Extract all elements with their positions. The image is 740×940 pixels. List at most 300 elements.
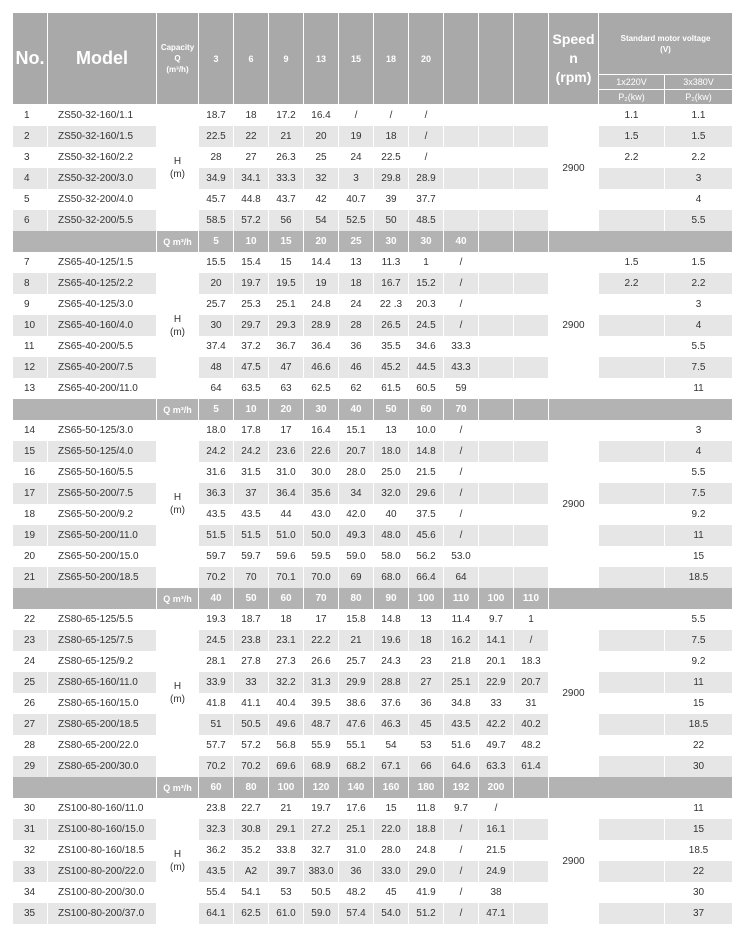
model-name: ZS80-65-200/18.5 [48,714,157,735]
head-value: / [444,294,479,315]
head-value: 53.0 [444,546,479,567]
head-value: 25.7 [339,651,374,672]
head-value [514,294,549,315]
table-row [13,357,733,378]
head-value: 70.2 [199,756,234,777]
separator-q-label: Q m³/h [157,231,199,252]
capacity-separator-row [13,231,733,252]
row-number: 17 [13,483,48,504]
q-header-6: 18 [374,13,409,105]
separator-q-value: 50 [234,588,269,609]
head-value: 37 [234,483,269,504]
head-value: 9.7 [479,609,514,630]
col-model-header: Model [48,13,157,105]
head-value: 45 [409,714,444,735]
separator-blank-right [549,231,733,252]
head-value: 23.1 [269,630,304,651]
model-name: ZS65-50-200/18.5 [48,567,157,588]
head-value: / [444,252,479,273]
head-value: 47.1 [479,903,514,924]
head-unit: (m) [170,326,185,338]
table-row [13,294,733,315]
row-number: 29 [13,756,48,777]
head-value: 58.5 [199,210,234,231]
head-value [514,357,549,378]
separator-q-value: 90 [374,588,409,609]
model-name: ZS65-50-160/5.5 [48,462,157,483]
head-value: 50.0 [304,525,339,546]
separator-q-value: 30 [409,231,444,252]
head-value: 27 [409,672,444,693]
power-3ph-value: 22 [665,735,733,756]
head-value: 64.1 [199,903,234,924]
head-value [444,168,479,189]
head-value [514,315,549,336]
row-number: 22 [13,609,48,630]
col-no-header: No. [13,13,48,105]
separator-q-value: 100 [479,588,514,609]
head-value: 31.5 [234,462,269,483]
power-1ph-value [599,294,665,315]
separator-blank-right [549,399,733,420]
head-value [479,378,514,399]
head-value: 17 [269,420,304,441]
separator-q-value [514,399,549,420]
head-value: / [409,126,444,147]
head-value: 40.2 [514,714,549,735]
head-value: 33.8 [269,840,304,861]
head-value: 44.5 [409,357,444,378]
table-row [13,651,733,672]
head-value: 25.1 [444,672,479,693]
power-1ph-value [599,609,665,630]
head-value: 51.0 [269,525,304,546]
head-value: 15 [374,798,409,819]
power-3ph-value: 5.5 [665,609,733,630]
head-value: 60.5 [409,378,444,399]
head-value: 16.7 [374,273,409,294]
head-value: 15.4 [234,252,269,273]
head-value: 23.8 [234,630,269,651]
model-name: ZS80-65-200/22.0 [48,735,157,756]
model-name: ZS80-65-125/5.5 [48,609,157,630]
power-1ph-value [599,546,665,567]
power-3ph-value: 37 [665,903,733,924]
head-value: 37.2 [234,336,269,357]
head-value: 35.5 [374,336,409,357]
head-value: 62 [339,378,374,399]
head-value: 26.6 [304,651,339,672]
head-value: 19.7 [234,273,269,294]
head-value [514,189,549,210]
model-name: ZS65-40-160/4.0 [48,315,157,336]
power-3ph-value: 11 [665,672,733,693]
row-number: 1 [13,105,48,126]
row-number: 19 [13,525,48,546]
head-value: 18.3 [514,651,549,672]
head-value [479,126,514,147]
row-number: 31 [13,819,48,840]
power-1ph-value [599,903,665,924]
head-value [514,840,549,861]
power-3ph-value: 30 [665,882,733,903]
model-name: ZS100-80-200/30.0 [48,882,157,903]
row-number: 16 [13,462,48,483]
head-value: 24.2 [234,441,269,462]
head-value: 33.0 [374,861,409,882]
power-3ph-value: 1.1 [665,105,733,126]
head-value: 37.7 [409,189,444,210]
head-value [514,168,549,189]
q-header-4: 13 [304,13,339,105]
head-value: 23 [409,651,444,672]
head-value: 19 [339,126,374,147]
separator-q-value: 100 [269,777,304,798]
head-value: 24.3 [374,651,409,672]
head-value: 53 [269,882,304,903]
power-1ph-value [599,315,665,336]
separator-q-value: 5 [199,231,234,252]
head-value: 51.6 [444,735,479,756]
separator-q-value: 110 [514,588,549,609]
separator-q-value: 110 [444,588,479,609]
head-value: 28 [339,315,374,336]
head-value: 26.3 [269,147,304,168]
head-value: 45 [374,882,409,903]
head-value: 24.9 [479,861,514,882]
head-value [444,210,479,231]
head-value: 21.8 [444,651,479,672]
head-value [479,315,514,336]
head-value: 383.0 [304,861,339,882]
row-number: 26 [13,693,48,714]
voltage-title: Standard motor voltage [620,33,711,43]
table-row [13,252,733,273]
head-value: / [444,483,479,504]
head-value: 36.4 [304,336,339,357]
head-value [479,357,514,378]
q-header-3: 9 [269,13,304,105]
head-value: 47 [269,357,304,378]
head-value: 19.3 [199,609,234,630]
head-value: 24.8 [409,840,444,861]
separator-q-value: 10 [234,231,269,252]
head-value: 15.5 [199,252,234,273]
separator-q-value: 15 [269,231,304,252]
separator-q-value [514,777,549,798]
separator-q-value: 40 [339,399,374,420]
separator-q-value: 192 [444,777,479,798]
head-value: 35.6 [304,483,339,504]
separator-q-value: 140 [339,777,374,798]
head-value: 64 [199,378,234,399]
head-value: 32 [304,168,339,189]
power-1ph-value [599,168,665,189]
head-value: 25.7 [199,294,234,315]
table-row [13,819,733,840]
power-1ph-value [599,735,665,756]
head-value: 54 [304,210,339,231]
table-row [13,105,733,126]
head-value: 50 [374,210,409,231]
head-value: 30 [199,315,234,336]
head-value: 51.5 [199,525,234,546]
model-name: ZS65-50-200/11.0 [48,525,157,546]
row-number: 7 [13,252,48,273]
head-value: 46.3 [374,714,409,735]
row-number: 11 [13,336,48,357]
head-value: 16.1 [479,819,514,840]
table-row [13,609,733,630]
power-1ph-value [599,861,665,882]
head-value [479,483,514,504]
head-value: 11.8 [409,798,444,819]
head-value: 59.7 [234,546,269,567]
table-row [13,315,733,336]
separator-q-value: 25 [339,231,374,252]
head-value: 55.4 [199,882,234,903]
head-value: 66 [409,756,444,777]
head-value: 9.7 [444,798,479,819]
head-value: 46.6 [304,357,339,378]
separator-blank [13,588,157,609]
model-name: ZS65-40-125/1.5 [48,252,157,273]
head-label-cell [157,420,199,588]
pump-spec-table [13,13,733,924]
row-number: 14 [13,420,48,441]
head-value: 18 [409,630,444,651]
head-value [479,147,514,168]
power-3ph-value: 5.5 [665,210,733,231]
power-1ph-value [599,189,665,210]
head-value: 19.6 [374,630,409,651]
head-value: 32.7 [304,840,339,861]
head-value: 22.2 [304,630,339,651]
head-value: 27.2 [304,819,339,840]
head-value: 49.6 [269,714,304,735]
head-value: 17.8 [234,420,269,441]
power-1ph-value [599,672,665,693]
power-1ph-value [599,462,665,483]
row-number: 27 [13,714,48,735]
head-value: 25.3 [234,294,269,315]
head-value: 1 [409,252,444,273]
separator-q-value: 20 [304,231,339,252]
head-value: 48 [199,357,234,378]
table-row [13,630,733,651]
power-1ph-value [599,693,665,714]
head-value [514,336,549,357]
q-header-2: 6 [234,13,269,105]
power-3ph-value: 1.5 [665,252,733,273]
power-3ph-value: 30 [665,756,733,777]
table-row [13,798,733,819]
head-value: 14.1 [479,630,514,651]
power-3ph-value: 2.2 [665,273,733,294]
row-number: 24 [13,651,48,672]
head-value: / [444,525,479,546]
head-value: / [374,105,409,126]
power-1ph-value [599,441,665,462]
model-name: ZS65-40-200/11.0 [48,378,157,399]
row-number: 10 [13,315,48,336]
power-1ph-value [599,567,665,588]
head-value: / [444,462,479,483]
spec-table-container [13,13,728,924]
head-value: 11.4 [444,609,479,630]
head-value: 29.9 [339,672,374,693]
head-value: 25.1 [269,294,304,315]
power-3ph-value: 18.5 [665,567,733,588]
power-3ph-value: 18.5 [665,840,733,861]
head-value: 22.5 [199,126,234,147]
head-value: 54 [374,735,409,756]
head-value: 48.0 [374,525,409,546]
separator-q-value: 100 [409,588,444,609]
q-header-8 [444,13,479,105]
power-3ph-value: 5.5 [665,462,733,483]
power-3ph-value: 3 [665,420,733,441]
power-1ph-value [599,714,665,735]
power-1ph-header: P₂(kw) [599,90,665,105]
head-value: 20.1 [479,651,514,672]
power-3ph-value: 3 [665,294,733,315]
row-number: 23 [13,630,48,651]
head-value: 59.7 [199,546,234,567]
head-value: 19.7 [304,798,339,819]
separator-q-value: 10 [234,399,269,420]
head-value: 25 [304,147,339,168]
head-value: 20.7 [514,672,549,693]
head-value: 21 [269,126,304,147]
head-value [444,189,479,210]
head-value: 36.3 [199,483,234,504]
head-value: 18.7 [199,105,234,126]
head-value: / [444,840,479,861]
row-number: 5 [13,189,48,210]
head-value: 15.2 [409,273,444,294]
table-row [13,693,733,714]
head-value [479,504,514,525]
model-name: ZS100-80-200/37.0 [48,903,157,924]
head-label-cell [157,609,199,777]
head-value: 70.1 [269,567,304,588]
separator-blank-right [549,588,733,609]
head-value: 62.5 [304,378,339,399]
head-value: 34.1 [234,168,269,189]
head-value: 30.8 [234,819,269,840]
head-value: 25.0 [374,462,409,483]
power-1ph-value [599,840,665,861]
head-value: 45.2 [374,357,409,378]
head-value: / [409,105,444,126]
head-value: 61.5 [374,378,409,399]
separator-q-value [479,399,514,420]
head-value: 16.4 [304,105,339,126]
head-value: 39.5 [304,693,339,714]
head-value: 57.2 [234,210,269,231]
separator-q-value: 50 [374,399,409,420]
separator-blank-right [549,777,733,798]
head-value: 18.0 [374,441,409,462]
head-value: 57.7 [199,735,234,756]
head-value: 55.9 [304,735,339,756]
head-value: 61.0 [269,903,304,924]
model-name: ZS80-65-125/9.2 [48,651,157,672]
power-1ph-value [599,525,665,546]
head-value: / [444,903,479,924]
head-value: 27.3 [269,651,304,672]
head-value: 14.4 [304,252,339,273]
power-1ph-value [599,504,665,525]
head-value: 48.7 [304,714,339,735]
head-value: 33.3 [444,336,479,357]
head-value: / [339,105,374,126]
head-value: 38.6 [339,693,374,714]
separator-q-value: 200 [479,777,514,798]
head-value: 29.0 [409,861,444,882]
head-value: 36.4 [269,483,304,504]
head-value: 32.2 [269,672,304,693]
power-1ph-value: 2.2 [599,147,665,168]
head-value: 42.2 [479,714,514,735]
head-value: 34.8 [444,693,479,714]
q-header-1: 3 [199,13,234,105]
head-value [479,546,514,567]
head-value: 18 [339,273,374,294]
separator-q-value: 80 [234,777,269,798]
head-value [479,420,514,441]
speed-value: 2900 [549,105,599,231]
separator-blank [13,231,157,252]
head-value: 54.1 [234,882,269,903]
head-value: 18.8 [409,819,444,840]
row-number: 32 [13,840,48,861]
speed-unit: (rpm) [555,69,592,85]
speed-value: 2900 [549,798,599,924]
head-value: 35.2 [234,840,269,861]
head-value: 36.2 [199,840,234,861]
head-value: 33 [234,672,269,693]
capacity-separator-row [13,588,733,609]
row-number: 18 [13,504,48,525]
head-value: 22.7 [234,798,269,819]
head-unit: (m) [170,505,185,516]
head-value: 70.0 [304,567,339,588]
table-row [13,168,733,189]
head-value [479,168,514,189]
head-value: 53 [409,735,444,756]
head-value: 27 [234,147,269,168]
head-label: H [173,156,182,167]
head-value: 49.7 [479,735,514,756]
model-name: ZS80-65-160/15.0 [48,693,157,714]
head-value: 28.0 [374,840,409,861]
head-value: 36 [339,336,374,357]
separator-q-value: 5 [199,399,234,420]
power-1ph-value [599,420,665,441]
row-number: 33 [13,861,48,882]
head-value: 15.1 [339,420,374,441]
capacity-label: Capacity [160,43,195,52]
power-3ph-value: 1.5 [665,126,733,147]
model-name: ZS65-50-125/3.0 [48,420,157,441]
head-value [514,819,549,840]
head-value: 59.6 [269,546,304,567]
head-value [479,252,514,273]
head-value: 50.5 [304,882,339,903]
head-value: 45.7 [199,189,234,210]
